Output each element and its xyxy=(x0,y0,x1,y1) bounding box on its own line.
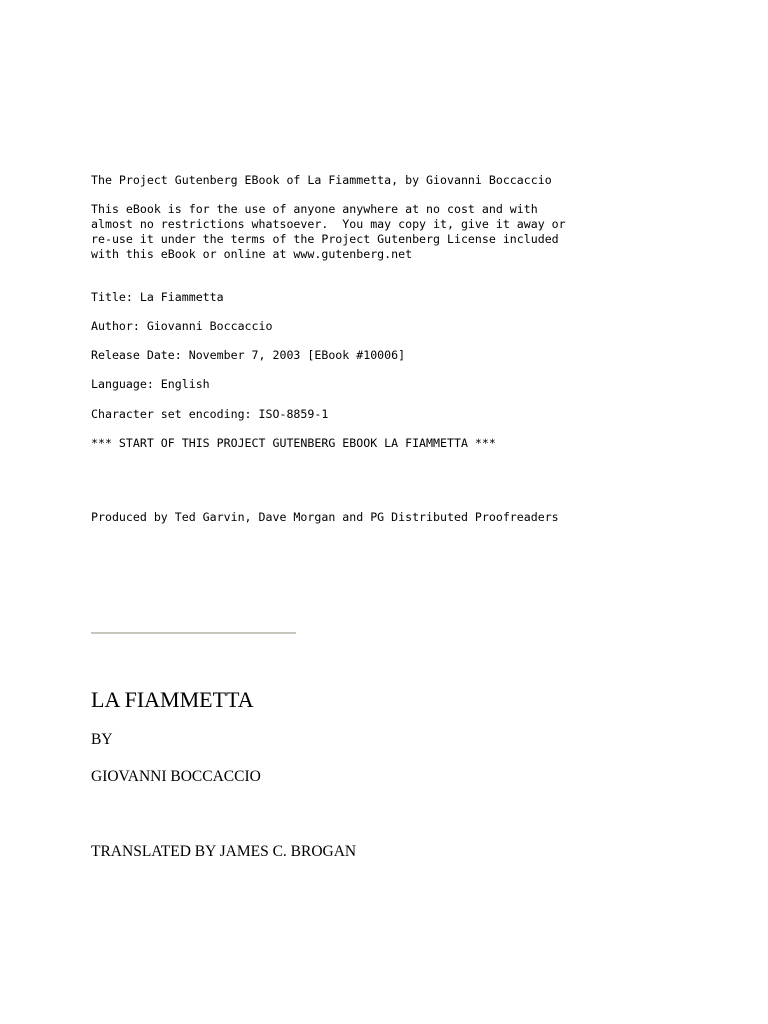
start-marker: *** START OF THIS PROJECT GUTENBERG EBOOK LA FIAMMETTA *** xyxy=(91,436,496,450)
meta-release-date: Release Date: November 7, 2003 [EBook #10006] xyxy=(91,348,406,362)
author-heading: GIOVANNI BOCCACCIO xyxy=(91,768,261,785)
meta-title: Title: La Fiammetta xyxy=(91,290,224,304)
book-title: LA FIAMMETTA xyxy=(91,687,254,712)
ebook-title-line: The Project Gutenberg EBook of La Fiammetta, by Giovanni Boccaccio xyxy=(91,173,552,187)
license-line-1: This eBook is for the use of anyone anywhere at no cost and with xyxy=(91,202,538,216)
license-line-4: with this eBook or online at www.gutenberg.net xyxy=(91,247,413,261)
meta-author: Author: Giovanni Boccaccio xyxy=(91,319,273,333)
by-label: BY xyxy=(91,731,113,748)
produced-by: Produced by Ted Garvin, Dave Morgan and PG Distributed Proofreaders xyxy=(91,510,559,524)
license-line-3: re-use it under the terms of the Project Gutenberg License included xyxy=(91,232,559,246)
translator-heading: TRANSLATED BY JAMES C. BROGAN xyxy=(91,843,357,860)
horizontal-rule xyxy=(91,632,296,634)
meta-language: Language: English xyxy=(91,377,210,391)
license-line-2: almost no restrictions whatsoever. You may copy it, give it away or xyxy=(91,217,566,231)
meta-encoding: Character set encoding: ISO-8859-1 xyxy=(91,407,329,421)
